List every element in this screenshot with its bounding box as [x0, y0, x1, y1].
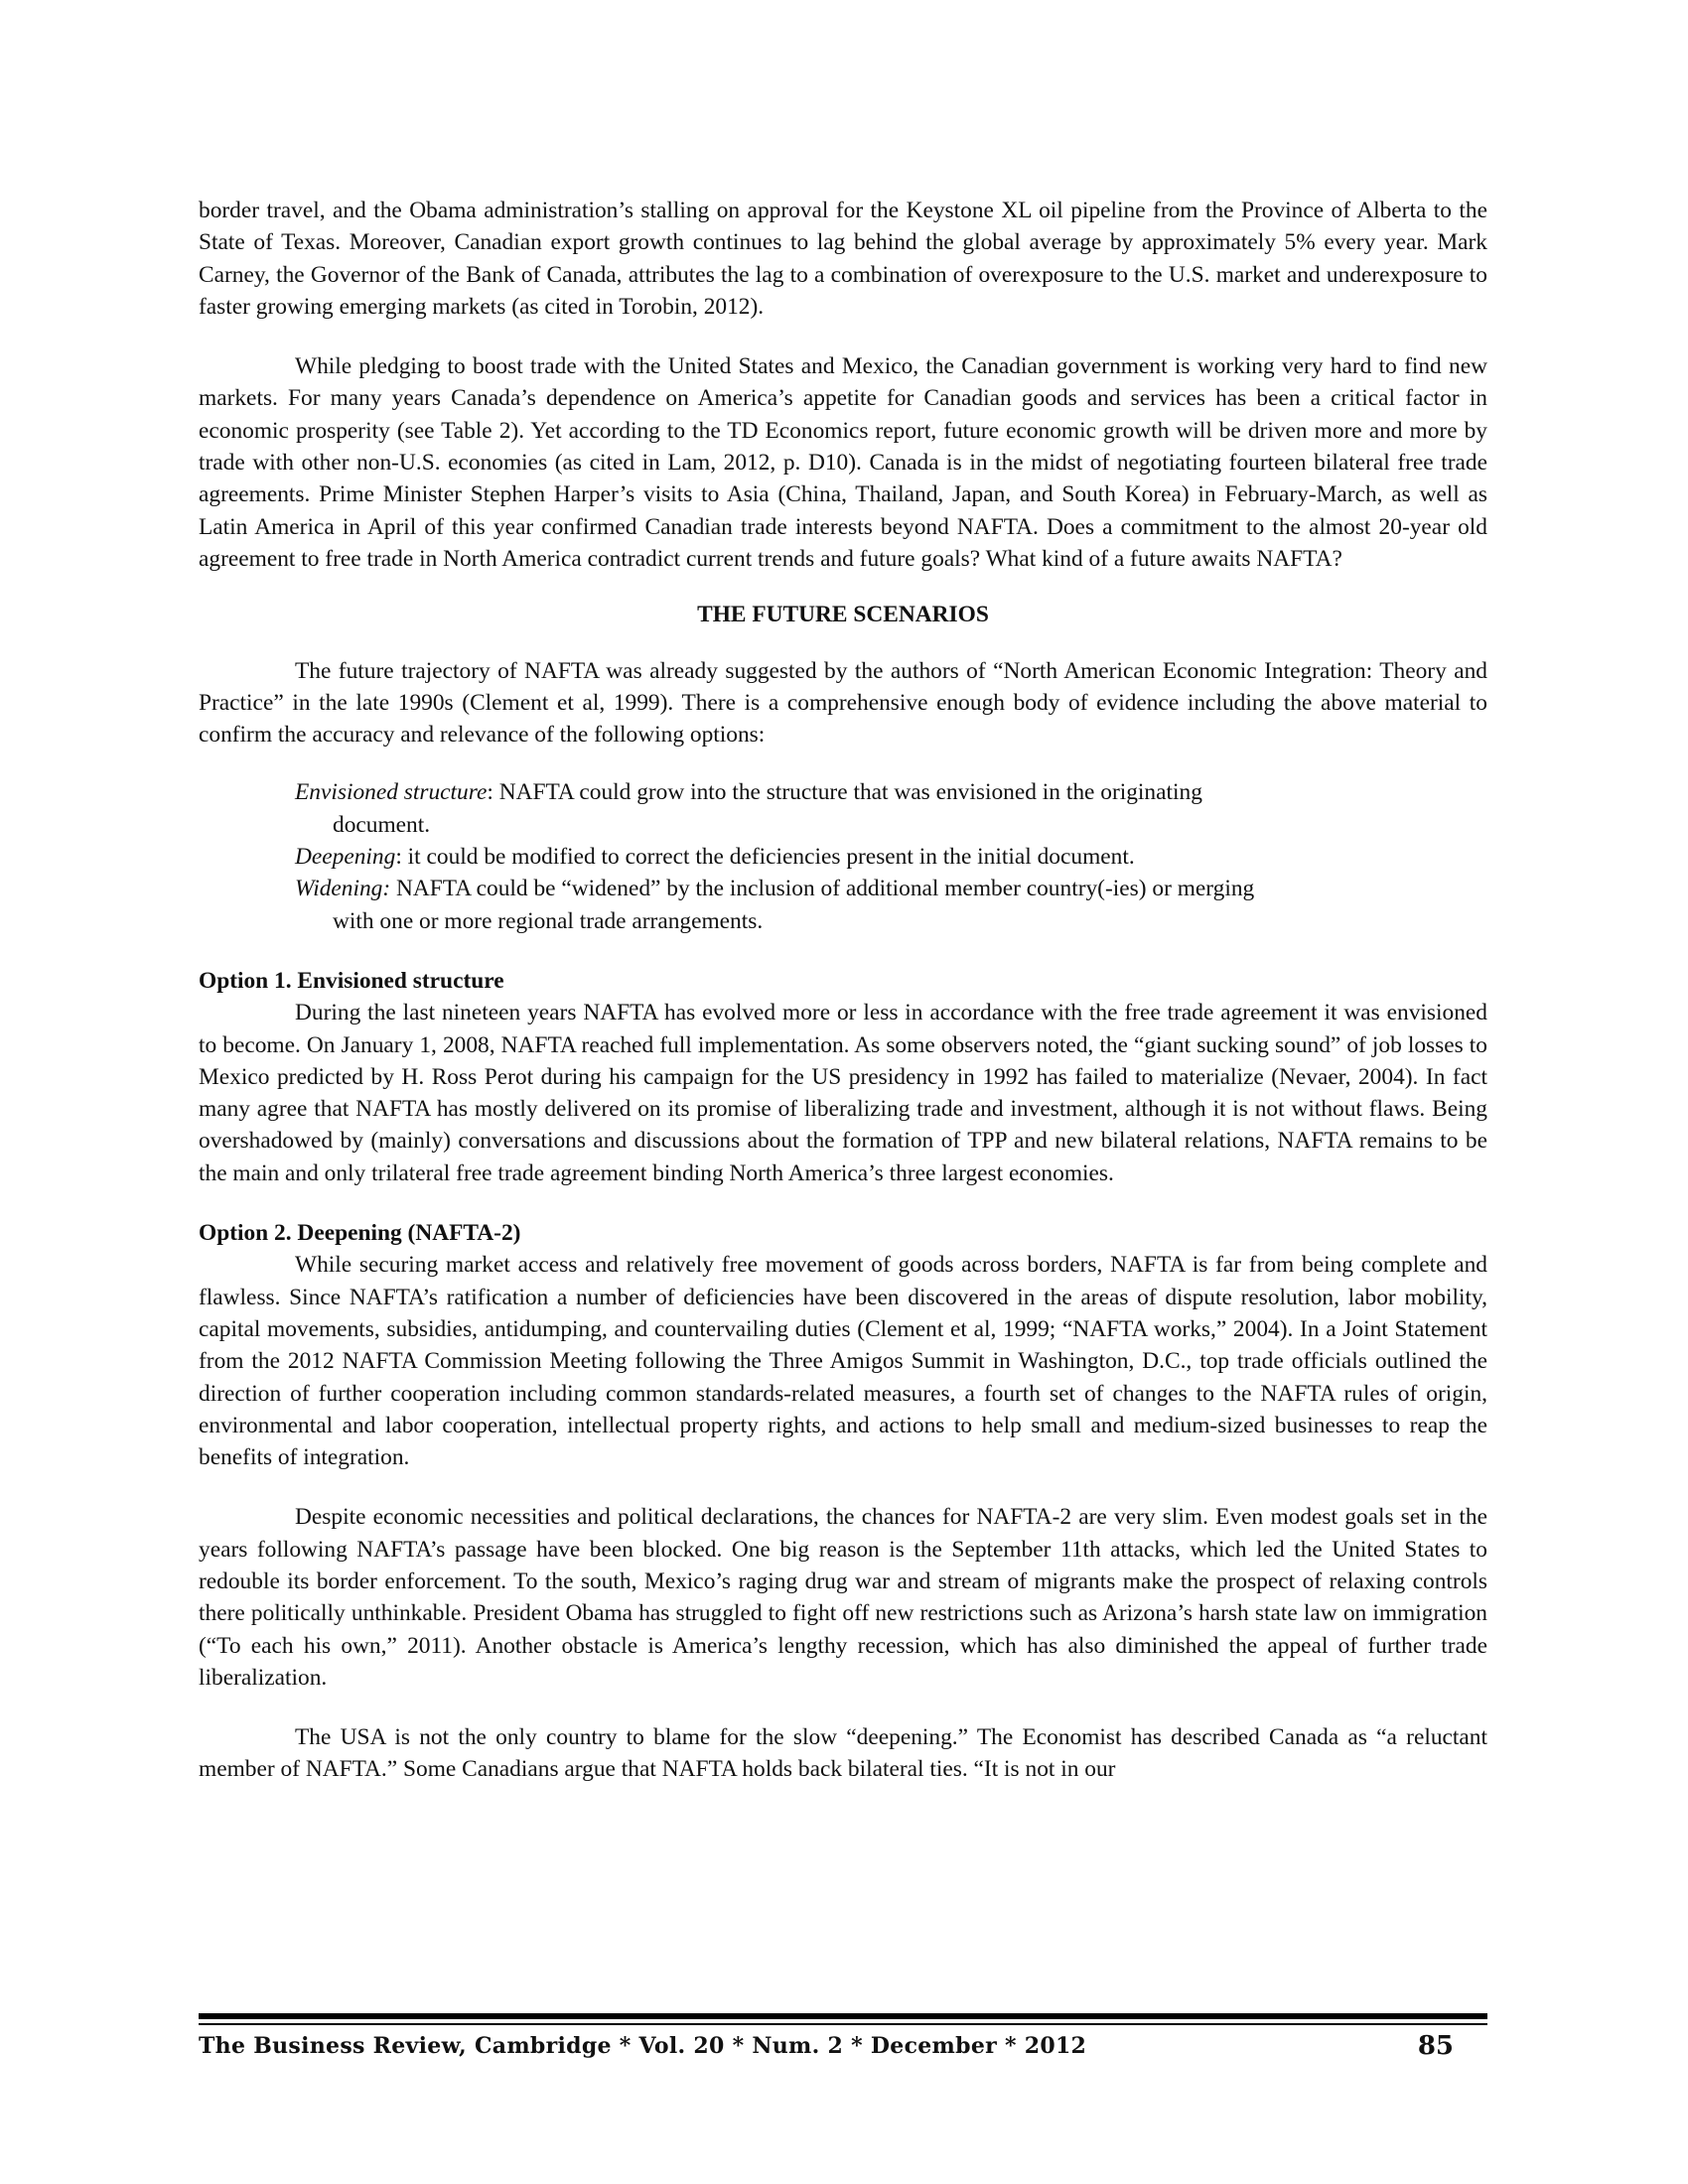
- page-footer: [199, 2013, 1487, 2063]
- option-item: [199, 776, 1487, 841]
- footer-rule-thick: [199, 2013, 1487, 2019]
- page-number: 85: [1417, 2031, 1454, 2061]
- paragraph: The future trajectory of NAFTA was already suggested by the authors of “North American Economic Integration: Theory and Practice” in the late 1990s (Clement et al, 1999). There is a comprehensive enough body of evidence including the above material to confirm the accuracy and relevance of the following options:: [199, 657, 1487, 749]
- option-text: NAFTA could be “widened” by the inclusion of additional member country(-ies) or merging: [390, 876, 1255, 902]
- option-term: Deepening: [295, 844, 396, 871]
- options-list: [199, 776, 1487, 936]
- option-separator: :: [395, 844, 402, 871]
- journal-citation: The Business Review, Cambridge * Vol. 20 * Num. 2 * December * 2012: [199, 2033, 1087, 2059]
- subsection-heading: Option 2. Deepening (NAFTA-2): [199, 1220, 521, 1247]
- option-text: NAFTA could grow into the structure that was envisioned in the originating: [492, 779, 1202, 806]
- paragraph: border travel, and the Obama administration’s stalling on approval for the Keystone XL oil pipeline from the Province of Alberta to the State of Texas. Moreover, Canadian export growth continues to lag behind the global average by approximately 5% every year. Mark Carney, the Governor of the Bank of Canada, attributes the lag to a combination of overexposure to the U.S. market and underexposure to faster growing emerging markets (as cited in Torobin, 2012).: [199, 198, 1487, 320]
- paragraph: Despite economic necessities and political declarations, the chances for NAFTA-2 are very slim. Even modest goals set in the years following NAFTA’s passage have been blocked. One big reason is the September 11th attacks, which led the United States to redouble its border enforcement. To the south, Mexico’s raging drug war and stream of migrants make the prospect of relaxing controls there politically unthinkable. President Obama has struggled to fight off new restrictions such as Arizona’s harsh state law on immigration (“To each his own,” 2011). Another obstacle is America’s lengthy recession, which has also diminished the appeal of further trade liberalization.: [199, 1504, 1487, 1691]
- paragraph: During the last nineteen years NAFTA has evolved more or less in accordance with the free trade agreement it was envisioned to become. On January 1, 2008, NAFTA reached full implementation. As some observers noted, the “giant sucking sound” of job losses to Mexico predicted by H. Ross Perot during his campaign for the US presidency in 1992 has failed to materialize (Nevaer, 2004). In fact many agree that NAFTA has mostly delivered on its promise of liberalizing trade and investment, although it is not without flaws. Being overshadowed by (mainly) conversations and discussions about the formation of TPP and new bilateral relations, NAFTA remains to be the main and only trilateral free trade agreement binding North America’s three largest economies.: [199, 1000, 1487, 1186]
- paragraph: While securing market access and relatively free movement of goods across borders, NAFTA is far from being complete and flawless. Since NAFTA’s ratification a number of deficiencies have been discovered in the areas of dispute resolution, labor mobility, capital movements, subsidies, antidumping, and countervailing duties (Clement et al, 1999; “NAFTA works,” 2004). In a Joint Statement from the 2012 NAFTA Commission Meeting following the Three Amigos Summit in Washington, D.C., top trade officials outlined the direction of further cooperation including common standards-related measures, a fourth set of changes to the NAFTA rules of origin, environmental and labor cooperation, intellectual property rights, and actions to help small and medium-sized businesses to reap the benefits of integration.: [199, 1252, 1487, 1471]
- option-item: [199, 873, 1487, 937]
- option-separator: :: [487, 779, 493, 806]
- option-text-continued: with one or more regional trade arrangements.: [333, 907, 764, 934]
- paragraph: While pledging to boost trade with the United States and Mexico, the Canadian government is working very hard to find new markets. For many years Canada’s dependence on America’s appetite for Canadian goods and services has been a critical factor in economic prosperity (see Table 2). Yet according to the TD Economics report, future economic growth will be driven more and more by trade with other non-U.S. economies (as cited in Lam, 2012, p. D10). Canada is in the midst of negotiating fourteen bilateral free trade agreements. Prime Minister Stephen Harper’s visits to Asia (China, Thailand, Japan, and South Korea) in February-March, as well as Latin America in April of this year confirmed Canadian trade interests beyond NAFTA. Does a commitment to the almost 20-year old agreement to free trade in North America contradict current trends and future goals? What kind of a future awaits NAFTA?: [199, 353, 1487, 572]
- option-term: Envisioned structure: [295, 779, 488, 806]
- page-body: [199, 195, 1487, 1786]
- section-heading: THE FUTURE SCENARIOS: [697, 602, 989, 628]
- option-text-continued: document.: [333, 811, 431, 838]
- option-item: [199, 841, 1487, 873]
- option-text: it could be modified to correct the deficiencies present in the initial document.: [401, 844, 1135, 871]
- option-term: Widening:: [295, 876, 391, 902]
- subsection-heading: Option 1. Envisioned structure: [199, 967, 504, 994]
- footer-rule-thin: [199, 2023, 1487, 2025]
- paragraph: The USA is not the only country to blame for the slow “deepening.” The Economist has described Canada as “a reluctant member of NAFTA.” Some Canadians argue that NAFTA holds back bilateral ties. “It is not in our: [199, 1724, 1487, 1783]
